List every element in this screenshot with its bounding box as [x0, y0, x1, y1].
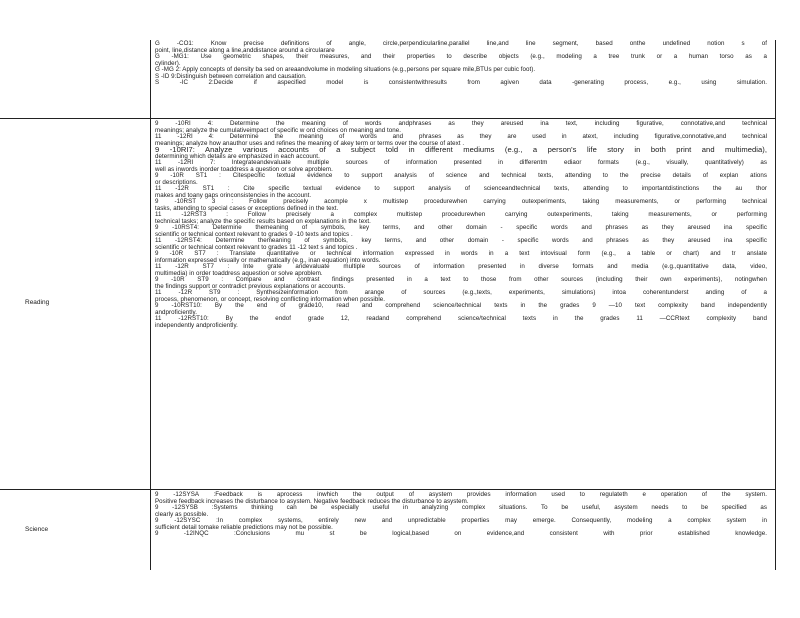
- standard-text-line: 9 -10R ST1 : Citespecific textual evidence to support analysis of science and technical texts, attending to the precise details of explan ations: [155, 172, 767, 179]
- standard-text-line: S -ID 9:Distinguish between correlation and causation.: [155, 72, 307, 80]
- standard-text-line: tasks, attending to special cases or exceptions defined in the text.: [155, 204, 339, 212]
- standard-text-line: Positive feedback increases the disturbance to asystem. Negative feedback reduces the disturbance to asystem.: [155, 497, 469, 505]
- standard-text-line: technical tasks; analyze the specific results based on explanations in the text.: [155, 217, 371, 225]
- standard-text-line: 9 -10RST4: Determine themeaning of symbols, key terms, and other domain - specific words and phrases as they areused ina specific: [155, 224, 767, 231]
- standard-text-line: makes and toany gaps orinconsistencies in the account.: [155, 191, 312, 199]
- math-standards-text: [155, 41, 767, 87]
- standard-text-line: sufficient detail tomake reliable predictions may not be possible.: [155, 523, 333, 531]
- standard-text-line: determining which details are emphasized in each account.: [155, 152, 320, 160]
- right-table-border: [775, 40, 776, 570]
- standard-text-line: meanings; analyze how anauthor uses and refines the meaning of akey term or terms over the course of atext .: [155, 139, 465, 147]
- standard-text-line: or descriptions.: [155, 178, 198, 186]
- row-divider-science: [0, 489, 776, 490]
- standard-text-line: 9 -12SYSC :In complex systems, entirely new and unpredictable properties may emerge. Consequently, modeling a complex system in: [155, 517, 767, 524]
- standard-text-line: multimedia) in order toaddress aquestion or solve aproblem.: [155, 269, 323, 277]
- standard-text-line: 9 -12SYSB :Systems thinking can be especially useful in analyzing complex situations. To be useful, asystem needs to be specified as: [155, 504, 767, 511]
- standard-text-line: 9 -12SYSA :Feedback is aprocess inwhich the output of asystem provides information used to regulateth e operation of the system.: [155, 491, 767, 498]
- standard-text-line: well as inwords inorder toaddress a question or solve aproblem.: [155, 165, 333, 173]
- standard-text-line: 11 -12RST10: By the endof grade 12, readand comprehend science/technical texts in the grades 11 —CCRtext complexity band: [155, 315, 767, 322]
- standard-text-line: 11 -12RI 4: Determine the meaning of words and phrases as they are used in atext, including figurative,connotative,and technical: [155, 133, 767, 140]
- science-standards-text: [155, 492, 767, 538]
- standard-text-line: 11 -12R ST1 : Cite specific textual evidence to support analysis of scienceandtechnical texts, attending to importantdistinctions the au thor: [155, 185, 767, 192]
- standard-text-line: 11 -12RST3 : Follow precisely a complex multistep procedurewhen carrying outexperiments, taking measurements, or performing: [155, 211, 767, 218]
- standard-text-line: information expressed visually or mathematically (e.g., inan equation) into words.: [155, 256, 381, 264]
- standard-text-line: meanings; analyze the cumulativeimpact of specific w ord choices on meaning and tone.: [155, 126, 402, 134]
- standard-text-line: 9 -10R ST7 : Translate quantitative or technical information expressed in words in a text intovisual form (e.g., a table or chart) and tr anslate: [155, 250, 767, 257]
- standard-text-line: scientific or technical context relevant to grades 11 -12 text s and topics .: [155, 243, 358, 251]
- standard-text-line: cylinder).: [155, 59, 181, 67]
- standard-text-line: 11 -12R ST7 : Inte grate andevaluate multiple sources of information presented in diverse formats and media (e.g.,quantitative data, video,: [155, 263, 767, 270]
- standard-text-line: 11 -12RI 7: Integrateandevaluate multiple sources of information presented in differentm ediaor formats (e.g., visually, quantitatively) as: [155, 159, 767, 166]
- standard-text-line: 9 -10RST 3 : Follow precisely acomple x multistep procedurewhen carrying outexperiments, taking measurements, or performing technical: [155, 198, 767, 205]
- standard-text-line: G -CO1: Know precise definitions of angle, circle,perpendicularline,parallel line,and line segment, based onthe undefined notion s of: [155, 40, 767, 47]
- standard-text-line: G -MG1: Use geometric shapes, their measures, and their properties to describe objects (e.g., modeling a tree trunk or a human torso as a: [155, 53, 767, 60]
- left-column-divider: [150, 40, 151, 570]
- standard-text-line: 11 -12RST4: Determine themeaning of symbols, key terms, and other domain - specific words and phrases as they areused ina specific: [155, 237, 767, 244]
- standard-text-line: independently andproficiently.: [155, 321, 238, 329]
- standard-text-line: S -IC 2:Decide if aspecified model is consistentwithresults from agiven data -generating process, e.g., using simulation.: [155, 79, 767, 86]
- category-reading-label: Reading: [25, 299, 50, 306]
- reading-standards-text: [155, 121, 767, 329]
- standard-text-line: 9 -12INQC :Conclusions mu st be logical,based on evidence,and consistent with prior established knowledge.: [155, 530, 767, 537]
- category-science-label: Science: [25, 526, 49, 533]
- standard-text-line: scientific or technical context relevant to grades 9 -10 texts and topics .: [155, 230, 353, 238]
- standard-text-line: G -MG 2: Apply concepts of density ba sed on areaandvolume in modeling situations (e.g.,persons per square mile,BTUs per cubic foot).: [155, 66, 536, 73]
- standard-text-line: 9 -10RST10: By the end of grade10, read and comprehend science/technical texts in the grades 9 —10 text complexity band independently: [155, 302, 767, 309]
- standard-text-line: 11 -12R ST9 : Synthesizeinformation from arange of sources (e.g.,texts, experiments, simulations) intoa coherentunderst anding of a: [155, 289, 767, 296]
- standard-text-line: 9 -10R ST9 : Compare and contrast findings presented in a text to those from other sources (including their own experiments), notingwhen: [155, 276, 767, 283]
- standard-text-line: 9 -10RI7: Analyze various accounts of a subject told in different mediums (e.g., a person's life story in both print and multimedia),: [155, 145, 767, 154]
- standard-text-line: the findings support or contradict previous explanations or accounts.: [155, 282, 346, 290]
- standard-text-line: clearly as possible.: [155, 510, 209, 518]
- standard-text-line: point, line,distance along a line,anddistance around a circularare: [155, 46, 335, 54]
- row-divider-reading: [0, 118, 776, 119]
- standard-text-line: andproficiently.: [155, 308, 197, 316]
- standard-text-line: process, phenomenon, or concept, resolving conflicting information when possible.: [155, 295, 386, 303]
- standard-text-line: 9 -10RI 4: Determine the meaning of words andphrases as they areused ina text, including figurative, connotative,and technical: [155, 120, 767, 127]
